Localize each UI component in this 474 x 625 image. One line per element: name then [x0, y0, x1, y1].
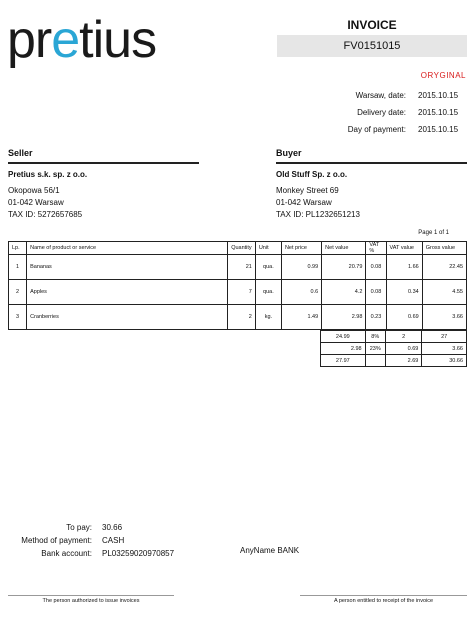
- total-net-value: 2.98: [321, 343, 366, 355]
- col-header-quantity: Quantity: [228, 242, 256, 255]
- cell-lp: 1: [9, 255, 27, 280]
- grand-gross-value: 30.66: [422, 355, 467, 367]
- buyer-heading: Buyer: [276, 148, 302, 158]
- total-vat-rate: 23%: [365, 343, 385, 355]
- seller-divider: [8, 162, 199, 164]
- col-header-net-value: Net value: [322, 242, 366, 255]
- bank-account-value: PL03259020970857: [102, 549, 175, 558]
- cell-gross-value: 22.45: [422, 255, 466, 280]
- grand-net-value: 27.97: [321, 355, 366, 367]
- bank-account-label: Bank account:: [41, 549, 92, 558]
- logo-text-end: tius: [79, 11, 157, 69]
- cell-unit: kg.: [255, 305, 281, 330]
- to-pay-row: [8, 521, 252, 534]
- table-header-row: [9, 242, 467, 255]
- cell-unit: qua.: [255, 280, 281, 305]
- col-header-unit: Unit: [255, 242, 281, 255]
- signature-issuer-label: The person authorized to issue invoices: [42, 598, 140, 604]
- delivery-date-row: [300, 104, 467, 121]
- cell-vat-value: 0.69: [386, 305, 422, 330]
- total-net-value: 24.99: [321, 331, 366, 343]
- totals-row-grand: [321, 355, 467, 367]
- cell-net-value: 20.79: [322, 255, 366, 280]
- cell-vat-percent: 0.23: [366, 305, 386, 330]
- original-label: ORYGINAL: [420, 71, 466, 80]
- total-gross-value: 3.66: [422, 343, 467, 355]
- cell-vat-value: 1.66: [386, 255, 422, 280]
- total-vat-value: 2: [385, 331, 422, 343]
- table-row: [9, 280, 467, 305]
- col-header-net-price: Net price: [281, 242, 321, 255]
- issue-date-value: 2015.10.15: [418, 91, 459, 100]
- cell-gross-value: 4.55: [422, 280, 466, 305]
- buyer-city: 01-042 Warsaw: [276, 198, 332, 207]
- seller-street: Okopowa 56/1: [8, 186, 60, 195]
- seller-city: 01-042 Warsaw: [8, 198, 64, 207]
- grand-vat-rate: [365, 355, 385, 367]
- seller-tax-id: TAX ID: 5272657685: [8, 210, 83, 219]
- totals-row: [321, 331, 467, 343]
- buyer-block: [276, 148, 467, 221]
- payment-method-row: [8, 534, 252, 547]
- payment-method-label: Method of payment:: [21, 536, 92, 545]
- issue-date-row: [300, 87, 467, 104]
- signature-issuer-line: [8, 595, 174, 596]
- bank-name: AnyName BANK: [240, 546, 300, 555]
- payment-date-row: [300, 121, 467, 138]
- cell-product: Bananas: [27, 255, 228, 280]
- cell-quantity: 21: [228, 255, 256, 280]
- col-header-vat-percent: VAT %: [366, 242, 386, 255]
- table-row: [9, 255, 467, 280]
- totals-table: [320, 330, 467, 367]
- logo-text-start: pr: [7, 11, 52, 69]
- issue-date-label: Warsaw, date:: [355, 91, 406, 100]
- totals-row: [321, 343, 467, 355]
- cell-product: Apples: [27, 280, 228, 305]
- buyer-street: Monkey Street 69: [276, 186, 339, 195]
- dates-block: [300, 87, 467, 138]
- payment-date-label: Day of payment:: [347, 125, 406, 134]
- cell-quantity: 2: [228, 305, 256, 330]
- signature-receiver-label: A person entitled to receipt of the invoice: [333, 598, 434, 604]
- col-header-vat-value: VAT value: [386, 242, 422, 255]
- col-header-lp: Lp.: [9, 242, 27, 255]
- bank-account-row: [8, 547, 252, 560]
- cell-vat-value: 0.34: [386, 280, 422, 305]
- to-pay-label: To pay:: [66, 523, 92, 532]
- cell-net-price: 1.49: [281, 305, 321, 330]
- buyer-tax-id: TAX ID: PL1232651213: [276, 210, 360, 219]
- buyer-divider: [276, 162, 467, 164]
- payment-date-value: 2015.10.15: [418, 125, 459, 134]
- grand-vat-value: 2.69: [385, 355, 422, 367]
- seller-name: Pretius s.k. sp. z o.o.: [8, 170, 88, 179]
- invoice-title: INVOICE: [347, 18, 397, 32]
- col-header-gross-value: Gross value: [422, 242, 466, 255]
- payment-method-value: CASH: [102, 536, 125, 545]
- total-vat-rate: 8%: [365, 331, 385, 343]
- seller-block: [8, 148, 199, 221]
- seller-heading: Seller: [8, 148, 33, 158]
- total-vat-value: 0.69: [385, 343, 422, 355]
- payment-summary: [8, 521, 252, 560]
- cell-product: Cranberries: [27, 305, 228, 330]
- col-header-name: Name of product or service: [27, 242, 228, 255]
- total-gross-value: 27: [422, 331, 467, 343]
- cell-unit: qua.: [255, 255, 281, 280]
- logo-text-accent: e: [51, 11, 80, 69]
- cell-vat-percent: 0.08: [366, 255, 386, 280]
- cell-lp: 3: [9, 305, 27, 330]
- cell-gross-value: 3.66: [422, 305, 466, 330]
- cell-net-value: 4.2: [322, 280, 366, 305]
- cell-net-price: 0.6: [281, 280, 321, 305]
- table-row: [9, 305, 467, 330]
- items-table: [8, 241, 467, 330]
- delivery-date-label: Delivery date:: [357, 108, 406, 117]
- cell-lp: 2: [9, 280, 27, 305]
- buyer-name: Old Stuff Sp. z o.o.: [276, 170, 348, 179]
- signature-receiver-line: [300, 595, 467, 596]
- page-indicator: Page 1 of 1: [418, 230, 449, 236]
- cell-vat-percent: 0.08: [366, 280, 386, 305]
- signature-issuer: [8, 595, 174, 604]
- invoice-number: FV0151015: [277, 35, 467, 57]
- to-pay-value: 30.66: [102, 523, 123, 532]
- signature-receiver: [300, 595, 467, 604]
- delivery-date-value: 2015.10.15: [418, 108, 459, 117]
- cell-net-price: 0.99: [281, 255, 321, 280]
- cell-net-value: 2.98: [322, 305, 366, 330]
- company-logo: [7, 11, 157, 69]
- cell-quantity: 7: [228, 280, 256, 305]
